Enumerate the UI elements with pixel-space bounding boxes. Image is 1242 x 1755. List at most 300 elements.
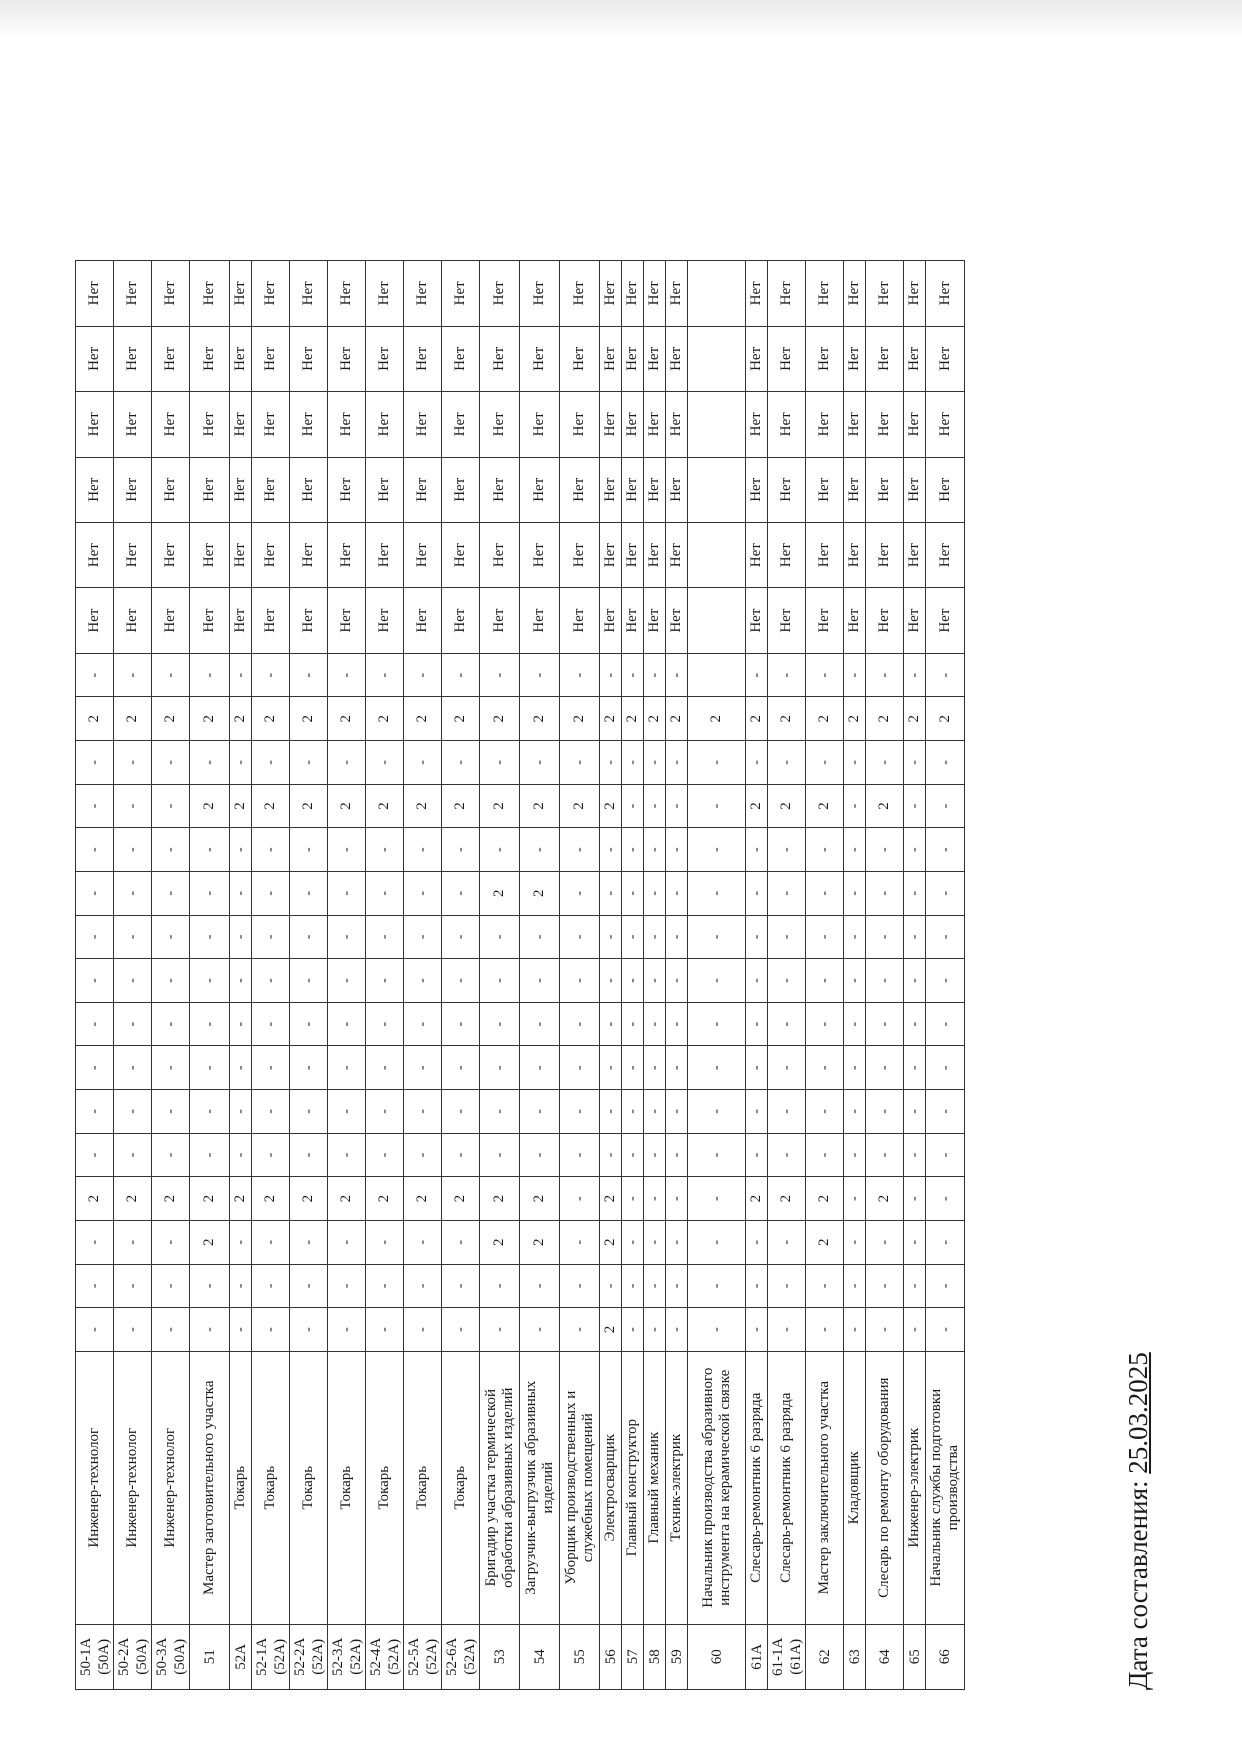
- class-value-cell: -: [746, 1133, 768, 1177]
- class-value-cell: -: [480, 1046, 520, 1090]
- class-value-cell: -: [600, 871, 622, 915]
- row-code-cell: 53: [480, 1624, 520, 1689]
- table-row: [622, 261, 644, 1690]
- class-value-cell: -: [114, 1308, 152, 1352]
- class-value-cell: -: [76, 915, 114, 959]
- row-position-name-cell: Токарь: [290, 1351, 328, 1624]
- row-position-name-cell: Мастер заключительного участка: [806, 1351, 844, 1624]
- class-value-cell: -: [844, 828, 866, 872]
- class-value-cell: -: [404, 1264, 442, 1308]
- class-value-cell: -: [560, 1002, 600, 1046]
- no-value-cell: Нет: [904, 392, 926, 457]
- class-value-cell: -: [666, 915, 688, 959]
- class-value-cell: -: [688, 784, 746, 828]
- class-value-cell: -: [688, 741, 746, 785]
- class-value-cell: -: [328, 959, 366, 1003]
- class-value-cell: -: [328, 915, 366, 959]
- row-code-cell: 52-3А (52А): [328, 1624, 366, 1689]
- no-value-cell: Нет: [806, 261, 844, 327]
- no-value-cell: Нет: [904, 261, 926, 327]
- no-value-cell: Нет: [152, 457, 190, 522]
- class-value-cell: -: [806, 1002, 844, 1046]
- class-value-cell: -: [926, 1002, 965, 1046]
- no-value-cell: Нет: [866, 261, 904, 327]
- class-value-cell: -: [520, 1133, 560, 1177]
- class-value-cell: -: [904, 828, 926, 872]
- no-value-cell: Нет: [844, 326, 866, 391]
- class-value-cell: -: [904, 1133, 926, 1177]
- class-value-cell: -: [904, 1177, 926, 1221]
- no-value-cell: Нет: [622, 392, 644, 457]
- class-value-cell: 2: [520, 1220, 560, 1264]
- class-value-cell: -: [230, 653, 252, 697]
- class-value-cell: -: [152, 1133, 190, 1177]
- class-value-cell: -: [442, 1220, 480, 1264]
- class-value-cell: -: [152, 741, 190, 785]
- no-value-cell: Нет: [252, 326, 290, 391]
- class-value-cell: -: [644, 828, 666, 872]
- class-value-cell: 2: [328, 1177, 366, 1221]
- class-value-cell: -: [76, 1220, 114, 1264]
- row-code-cell: 66: [926, 1624, 965, 1689]
- class-value-cell: -: [290, 871, 328, 915]
- no-value-cell: Нет: [520, 522, 560, 587]
- class-value-cell: -: [644, 653, 666, 697]
- class-value-cell: 2: [190, 697, 230, 741]
- class-value-cell: -: [114, 1002, 152, 1046]
- class-value-cell: -: [290, 915, 328, 959]
- class-value-cell: -: [844, 784, 866, 828]
- table-row: [688, 261, 746, 1690]
- row-code-cell: 52-1А (52А): [252, 1624, 290, 1689]
- class-value-cell: 2: [520, 697, 560, 741]
- class-value-cell: -: [480, 1264, 520, 1308]
- no-value-cell: Нет: [768, 392, 806, 457]
- row-code-cell: 50-2А (50А): [114, 1624, 152, 1689]
- class-value-cell: -: [480, 915, 520, 959]
- class-value-cell: -: [328, 653, 366, 697]
- class-value-cell: 2: [190, 784, 230, 828]
- no-value-cell: Нет: [442, 522, 480, 587]
- class-value-cell: -: [442, 828, 480, 872]
- class-value-cell: -: [442, 1002, 480, 1046]
- class-value-cell: -: [666, 1090, 688, 1134]
- class-value-cell: -: [76, 784, 114, 828]
- no-value-cell: Нет: [230, 588, 252, 653]
- row-position-name-cell: Уборщик производственных и служебных помещений: [560, 1351, 600, 1624]
- class-value-cell: 2: [230, 1177, 252, 1221]
- table-row: [904, 261, 926, 1690]
- class-value-cell: -: [252, 1002, 290, 1046]
- class-value-cell: -: [366, 1002, 404, 1046]
- no-value-cell: Нет: [560, 392, 600, 457]
- class-value-cell: -: [622, 1090, 644, 1134]
- row-position-name-cell: Слесарь по ремонту оборудования: [866, 1351, 904, 1624]
- class-value-cell: -: [152, 1002, 190, 1046]
- class-value-cell: -: [252, 1264, 290, 1308]
- class-value-cell: -: [688, 1046, 746, 1090]
- class-value-cell: -: [622, 741, 644, 785]
- no-value-cell: Нет: [190, 326, 230, 391]
- class-value-cell: -: [328, 871, 366, 915]
- class-value-cell: -: [328, 1046, 366, 1090]
- class-value-cell: -: [190, 915, 230, 959]
- class-value-cell: 2: [560, 784, 600, 828]
- class-value-cell: -: [866, 915, 904, 959]
- class-value-cell: -: [600, 741, 622, 785]
- no-value-cell: Нет: [666, 392, 688, 457]
- class-value-cell: -: [600, 828, 622, 872]
- no-value-cell: Нет: [480, 261, 520, 327]
- no-value-cell: Нет: [114, 326, 152, 391]
- class-value-cell: -: [844, 1264, 866, 1308]
- no-value-cell: Нет: [560, 522, 600, 587]
- table-row: [520, 261, 560, 1690]
- class-value-cell: -: [114, 959, 152, 1003]
- row-code-cell: 59: [666, 1624, 688, 1689]
- no-value-cell: Нет: [328, 392, 366, 457]
- blank-cell: [688, 261, 746, 327]
- class-value-cell: -: [866, 1264, 904, 1308]
- class-value-cell: -: [926, 915, 965, 959]
- class-value-cell: -: [190, 959, 230, 1003]
- class-value-cell: 2: [480, 784, 520, 828]
- class-value-cell: -: [366, 653, 404, 697]
- class-value-cell: 2: [328, 697, 366, 741]
- no-value-cell: Нет: [230, 522, 252, 587]
- class-value-cell: -: [768, 828, 806, 872]
- class-value-cell: -: [644, 1090, 666, 1134]
- class-value-cell: 2: [746, 697, 768, 741]
- class-value-cell: -: [844, 1090, 866, 1134]
- no-value-cell: Нет: [866, 522, 904, 587]
- class-value-cell: -: [404, 828, 442, 872]
- class-value-cell: -: [600, 915, 622, 959]
- no-value-cell: Нет: [844, 588, 866, 653]
- class-value-cell: -: [904, 1090, 926, 1134]
- class-value-cell: -: [904, 741, 926, 785]
- class-value-cell: 2: [520, 784, 560, 828]
- class-value-cell: 2: [230, 697, 252, 741]
- no-value-cell: Нет: [926, 588, 965, 653]
- no-value-cell: Нет: [252, 522, 290, 587]
- no-value-cell: Нет: [152, 392, 190, 457]
- row-code-cell: 55: [560, 1624, 600, 1689]
- class-value-cell: -: [746, 653, 768, 697]
- no-value-cell: Нет: [600, 326, 622, 391]
- row-position-name-cell: Кладовщик: [844, 1351, 866, 1624]
- class-value-cell: -: [926, 1133, 965, 1177]
- class-value-cell: 2: [600, 784, 622, 828]
- class-value-cell: -: [328, 1220, 366, 1264]
- class-value-cell: -: [252, 1308, 290, 1352]
- row-position-name-cell: Инженер-технолог: [76, 1351, 114, 1624]
- class-value-cell: -: [366, 871, 404, 915]
- class-value-cell: -: [622, 1046, 644, 1090]
- no-value-cell: Нет: [746, 588, 768, 653]
- no-value-cell: Нет: [290, 457, 328, 522]
- class-value-cell: -: [844, 1002, 866, 1046]
- no-value-cell: Нет: [768, 522, 806, 587]
- class-value-cell: -: [926, 1308, 965, 1352]
- row-code-cell: 65: [904, 1624, 926, 1689]
- class-value-cell: 2: [328, 784, 366, 828]
- no-value-cell: Нет: [230, 326, 252, 391]
- class-value-cell: 2: [252, 1177, 290, 1221]
- class-value-cell: 2: [114, 697, 152, 741]
- no-value-cell: Нет: [844, 522, 866, 587]
- row-code-cell: 50-1А (50А): [76, 1624, 114, 1689]
- no-value-cell: Нет: [252, 261, 290, 327]
- class-value-cell: -: [926, 1177, 965, 1221]
- class-value-cell: -: [290, 959, 328, 1003]
- no-value-cell: Нет: [560, 261, 600, 327]
- row-code-cell: 62: [806, 1624, 844, 1689]
- class-value-cell: 2: [866, 697, 904, 741]
- class-value-cell: -: [152, 828, 190, 872]
- class-value-cell: 2: [746, 784, 768, 828]
- class-value-cell: 2: [366, 784, 404, 828]
- class-value-cell: -: [688, 1002, 746, 1046]
- table-row: [230, 261, 252, 1690]
- class-value-cell: -: [904, 1220, 926, 1264]
- class-value-cell: 2: [442, 784, 480, 828]
- class-value-cell: -: [622, 1177, 644, 1221]
- class-value-cell: -: [366, 1264, 404, 1308]
- no-value-cell: Нет: [114, 392, 152, 457]
- row-code-cell: 52-2А (52А): [290, 1624, 328, 1689]
- class-value-cell: -: [442, 1046, 480, 1090]
- class-value-cell: -: [230, 1264, 252, 1308]
- class-value-cell: -: [644, 741, 666, 785]
- class-value-cell: -: [666, 1133, 688, 1177]
- class-value-cell: 2: [746, 1177, 768, 1221]
- class-value-cell: -: [480, 653, 520, 697]
- no-value-cell: Нет: [622, 588, 644, 653]
- class-value-cell: -: [190, 1308, 230, 1352]
- class-value-cell: -: [560, 828, 600, 872]
- class-value-cell: 2: [768, 697, 806, 741]
- class-value-cell: -: [520, 653, 560, 697]
- class-value-cell: -: [230, 1002, 252, 1046]
- no-value-cell: Нет: [746, 261, 768, 327]
- class-value-cell: -: [328, 741, 366, 785]
- no-value-cell: Нет: [866, 588, 904, 653]
- no-value-cell: Нет: [926, 261, 965, 327]
- class-value-cell: -: [806, 871, 844, 915]
- class-value-cell: -: [560, 1220, 600, 1264]
- class-value-cell: -: [252, 915, 290, 959]
- row-position-name-cell: Техник-электрик: [666, 1351, 688, 1624]
- class-value-cell: 2: [480, 1177, 520, 1221]
- row-code-cell: 54: [520, 1624, 560, 1689]
- class-value-cell: -: [152, 871, 190, 915]
- class-value-cell: -: [252, 959, 290, 1003]
- row-code-cell: 60: [688, 1624, 746, 1689]
- no-value-cell: Нет: [644, 261, 666, 327]
- no-value-cell: Нет: [190, 392, 230, 457]
- class-value-cell: -: [688, 915, 746, 959]
- row-position-name-cell: Слесарь-ремонтник 6 разряда: [768, 1351, 806, 1624]
- class-value-cell: -: [844, 871, 866, 915]
- class-value-cell: -: [480, 1133, 520, 1177]
- class-value-cell: 2: [600, 697, 622, 741]
- class-value-cell: -: [252, 653, 290, 697]
- class-value-cell: -: [926, 1220, 965, 1264]
- class-value-cell: -: [904, 1002, 926, 1046]
- no-value-cell: Нет: [230, 457, 252, 522]
- row-position-name-cell: Главный конструктор: [622, 1351, 644, 1624]
- class-value-cell: -: [290, 653, 328, 697]
- class-value-cell: 2: [644, 697, 666, 741]
- row-position-name-cell: Токарь: [366, 1351, 404, 1624]
- class-value-cell: -: [644, 1133, 666, 1177]
- no-value-cell: Нет: [866, 326, 904, 391]
- no-value-cell: Нет: [622, 261, 644, 327]
- class-value-cell: 2: [190, 1177, 230, 1221]
- class-value-cell: -: [560, 871, 600, 915]
- class-value-cell: -: [114, 1220, 152, 1264]
- class-value-cell: -: [520, 1264, 560, 1308]
- class-value-cell: -: [644, 1220, 666, 1264]
- class-value-cell: -: [688, 1220, 746, 1264]
- class-value-cell: -: [644, 784, 666, 828]
- no-value-cell: Нет: [442, 392, 480, 457]
- no-value-cell: Нет: [666, 522, 688, 587]
- class-value-cell: 2: [806, 784, 844, 828]
- class-value-cell: 2: [252, 784, 290, 828]
- no-value-cell: Нет: [442, 326, 480, 391]
- class-value-cell: -: [746, 828, 768, 872]
- class-value-cell: -: [252, 1220, 290, 1264]
- class-value-cell: -: [190, 1133, 230, 1177]
- class-value-cell: -: [442, 959, 480, 1003]
- no-value-cell: Нет: [114, 457, 152, 522]
- no-value-cell: Нет: [666, 457, 688, 522]
- row-position-name-cell: Начальник производства абразивного инструмента на керамической связке: [688, 1351, 746, 1624]
- table-row: [76, 261, 114, 1690]
- no-value-cell: Нет: [520, 326, 560, 391]
- no-value-cell: Нет: [480, 457, 520, 522]
- class-value-cell: -: [806, 828, 844, 872]
- class-value-cell: -: [230, 1220, 252, 1264]
- class-value-cell: -: [866, 959, 904, 1003]
- class-value-cell: -: [328, 1308, 366, 1352]
- class-value-cell: -: [480, 741, 520, 785]
- class-value-cell: -: [904, 1264, 926, 1308]
- class-value-cell: -: [230, 1308, 252, 1352]
- class-value-cell: -: [520, 959, 560, 1003]
- class-value-cell: 2: [520, 871, 560, 915]
- no-value-cell: Нет: [768, 261, 806, 327]
- class-value-cell: 2: [768, 784, 806, 828]
- class-value-cell: -: [252, 741, 290, 785]
- class-value-cell: -: [666, 784, 688, 828]
- class-value-cell: -: [844, 959, 866, 1003]
- no-value-cell: Нет: [480, 522, 520, 587]
- no-value-cell: Нет: [290, 588, 328, 653]
- class-value-cell: 2: [666, 697, 688, 741]
- class-value-cell: -: [76, 828, 114, 872]
- class-value-cell: -: [190, 871, 230, 915]
- class-value-cell: -: [644, 1177, 666, 1221]
- class-value-cell: -: [666, 1220, 688, 1264]
- class-value-cell: -: [190, 1090, 230, 1134]
- class-value-cell: -: [746, 959, 768, 1003]
- class-value-cell: -: [926, 828, 965, 872]
- class-value-cell: -: [252, 828, 290, 872]
- table-row: [926, 261, 965, 1690]
- no-value-cell: Нет: [806, 457, 844, 522]
- class-value-cell: -: [904, 959, 926, 1003]
- class-value-cell: -: [666, 741, 688, 785]
- no-value-cell: Нет: [114, 261, 152, 327]
- no-value-cell: Нет: [404, 326, 442, 391]
- class-value-cell: -: [290, 1220, 328, 1264]
- no-value-cell: Нет: [366, 588, 404, 653]
- table-row: [328, 261, 366, 1690]
- class-value-cell: 2: [290, 784, 328, 828]
- blank-cell: [688, 522, 746, 587]
- class-value-cell: -: [76, 1002, 114, 1046]
- class-value-cell: -: [904, 1308, 926, 1352]
- table-row: [644, 261, 666, 1690]
- no-value-cell: Нет: [328, 261, 366, 327]
- compile-date-label: Дата составления:: [1123, 1480, 1153, 1690]
- no-value-cell: Нет: [366, 392, 404, 457]
- class-value-cell: -: [644, 1264, 666, 1308]
- blank-cell: [688, 588, 746, 653]
- class-value-cell: -: [746, 1308, 768, 1352]
- class-value-cell: -: [806, 915, 844, 959]
- row-code-cell: 52А: [230, 1624, 252, 1689]
- no-value-cell: Нет: [926, 522, 965, 587]
- class-value-cell: -: [230, 828, 252, 872]
- class-value-cell: 2: [926, 697, 965, 741]
- row-position-name-cell: Электросварщик: [600, 1351, 622, 1624]
- no-value-cell: Нет: [622, 522, 644, 587]
- class-value-cell: 2: [442, 1177, 480, 1221]
- class-value-cell: -: [404, 915, 442, 959]
- class-value-cell: -: [328, 1090, 366, 1134]
- class-value-cell: -: [114, 1133, 152, 1177]
- blank-cell: [688, 392, 746, 457]
- class-value-cell: -: [644, 1002, 666, 1046]
- class-value-cell: -: [746, 1002, 768, 1046]
- class-value-cell: 2: [290, 1177, 328, 1221]
- class-value-cell: -: [114, 1264, 152, 1308]
- class-value-cell: -: [560, 1090, 600, 1134]
- class-value-cell: -: [806, 1308, 844, 1352]
- no-value-cell: Нет: [866, 392, 904, 457]
- class-value-cell: -: [866, 653, 904, 697]
- no-value-cell: Нет: [442, 261, 480, 327]
- class-value-cell: 2: [76, 1177, 114, 1221]
- no-value-cell: Нет: [152, 261, 190, 327]
- class-value-cell: -: [480, 959, 520, 1003]
- class-value-cell: -: [746, 1264, 768, 1308]
- class-value-cell: -: [76, 959, 114, 1003]
- class-value-cell: 2: [404, 784, 442, 828]
- class-value-cell: -: [806, 653, 844, 697]
- no-value-cell: Нет: [520, 392, 560, 457]
- row-code-cell: 63: [844, 1624, 866, 1689]
- no-value-cell: Нет: [520, 261, 560, 327]
- no-value-cell: Нет: [404, 522, 442, 587]
- row-code-cell: 51: [190, 1624, 230, 1689]
- class-value-cell: -: [926, 653, 965, 697]
- class-value-cell: 2: [622, 697, 644, 741]
